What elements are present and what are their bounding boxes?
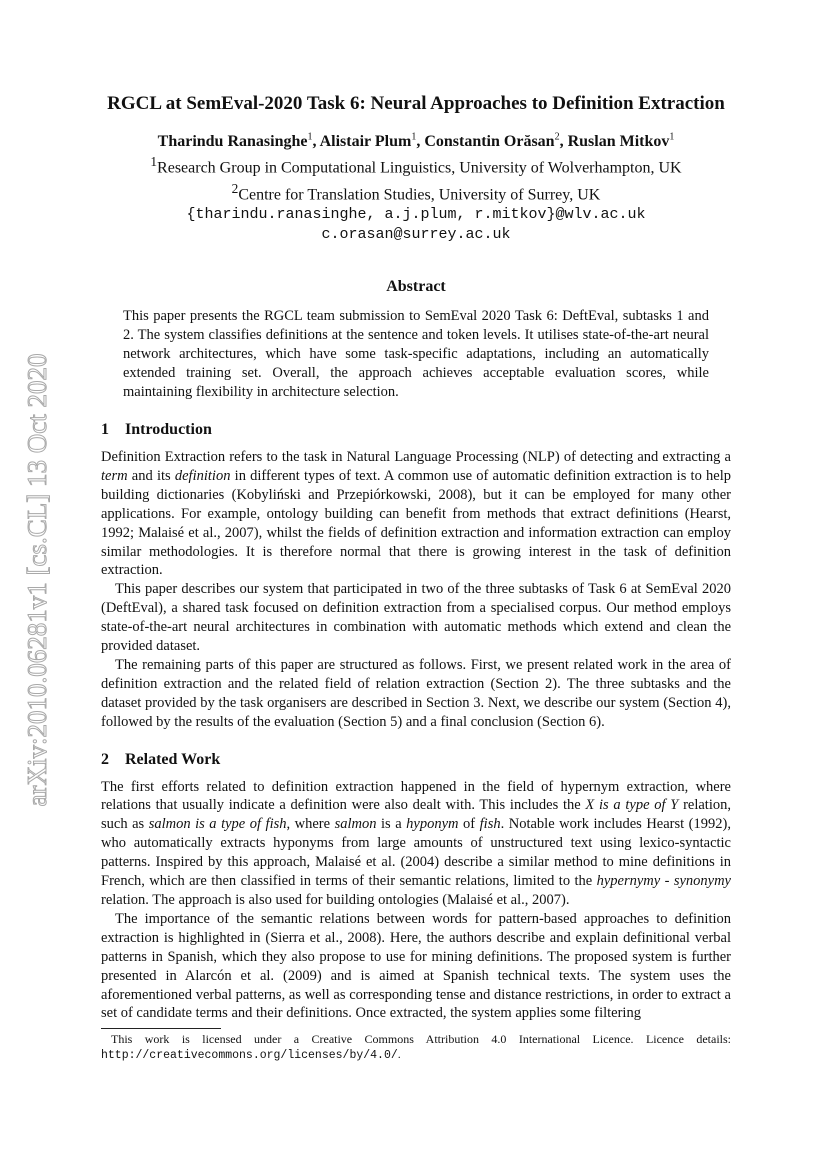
italic-term: salmon [334, 816, 377, 833]
italic-term: X is a type of Y [585, 797, 679, 814]
affiliation-text: Centre for Translation Studies, University of Surrey, UK [238, 185, 601, 203]
text-run: , where [286, 816, 335, 833]
abstract-text: This paper presents the RGCL team submission to SemEval 2020 Task 6: DeftEval, subtasks 1 and 2. The system classifies definitions at the sentence and token levels. It utilises state-of-the-art neural network architectures, which have some task-specific adaptations, including an automatically extended training set. Overall, the approach achieves acceptable evaluation scores, while maintaining flexibility in architecture selection. [123, 307, 709, 400]
italic-term: definition [174, 467, 231, 484]
intro-paragraph-1 [101, 448, 731, 580]
section-title: Introduction [125, 420, 212, 438]
text-run: . Notable work includes Hearst (1992), who automatically extracts hyponyms from large amounts of unstructured text using lexico-syntactic patterns. Inspired by this approach, Malaisé et al. (2004) describe a similar method to mine definitions in French, which are then classified in terms of their semantic relations, limited to the [101, 816, 731, 890]
section-heading-related-work [101, 750, 731, 770]
author-affil-mark: 1 [307, 132, 313, 143]
intro-paragraph-2: This paper describes our system that participated in two of the three subtasks of Task 6 at SemEval 2020 (DeftEval), a shared task focused on definition extraction from a specialised corpus. Our method employs state-of-the-art neural architectures in combination with automatic methods which extend and clean the provided dataset. [101, 581, 731, 655]
author-affil-mark: 2 [554, 132, 560, 143]
paper-title: RGCL at SemEval-2020 Task 6: Neural Approaches to Definition Extraction [107, 93, 725, 114]
text-run: relation, such as [101, 797, 731, 833]
affiliation-1 [101, 152, 731, 178]
affiliation-2 [101, 179, 731, 205]
author-affil-mark: 1 [669, 132, 675, 143]
author-name: Ruslan Mitkov [567, 133, 670, 151]
text-run: in different types of text. A common use of automatic definition extraction is to help building dictionaries (Kobyliński and Przepiórkowski, 2008), but it can be employed for many other applications. For example, ontology building can benefit from methods that extract definitions (Hearst, 1992; Malaisé et al., 2007), whilst the fields of definition extraction and information extraction can employ similar methodologies. It is therefore normal that there is growing interest in the task of definition extraction. [101, 467, 731, 579]
italic-term: hypernymy - synonymy [596, 873, 731, 890]
italic-term: term [101, 467, 128, 484]
footnote-end: . [397, 1047, 401, 1062]
text-run: The first efforts related to definition extraction happened in the field of hypernym extraction, where relations that usually indicate a definition were also dealt with. This includes the [101, 778, 731, 814]
affil-mark: 1 [150, 154, 158, 170]
author-affil-mark: 1 [411, 132, 417, 143]
license-link[interactable]: http://creativecommons.org/licenses/by/4.0/ [101, 1049, 398, 1063]
arxiv-identifier: arXiv:2010.06281v1 [cs.CL] 13 Oct 2020 [22, 353, 52, 807]
affil-mark: 2 [231, 180, 239, 196]
section-title: Related Work [125, 750, 221, 768]
italic-term: fish [479, 816, 501, 833]
intro-paragraph-3: The remaining parts of this paper are structured as follows. First, we present related work in the area of definition extraction and the related field of relation extraction (Section 2). The three subtasks and the dataset provided by the task organisers are described in Section 3. Next, we describe our system (Section 4), followed by the results of the evaluation (Section 5) and a final conclusion (Section 6). [101, 656, 731, 730]
arxiv-stamp [14, 300, 64, 860]
license-footnote [101, 1032, 731, 1063]
author-name: Constantin Orăsan [424, 133, 555, 151]
related-paragraph-2: The importance of the semantic relations between words for pattern-based approaches to definition extraction is highlighted in (Sierra et al., 2008). Here, the authors describe and explain definitional verbal patterns in Spanish, which they also propose to use for mining definitions. The proposed system is further presented in Alarcón et al. (2009) and is aimed at Spanish technical texts. The system uses the aforementioned verbal patterns, as well as corresponding tense and distance restrictions, in order to extract a set of candidate terms and their definitions. Once extracted, the system applies some filtering [101, 910, 731, 1022]
text-run: and its [127, 467, 175, 484]
text-run: of [458, 816, 480, 833]
author-name: Alistair Plum [319, 133, 412, 151]
footnote-text: This work is licensed under a Creative Commons Attribution 4.0 International Licence. Licence details: [111, 1032, 731, 1047]
text-run: is a [376, 816, 407, 833]
affiliation-text: Research Group in Computational Linguistics, University of Wolverhampton, UK [157, 159, 682, 177]
author-list: Tharindu Ranasinghe$^1$, Alistair Plum$^1$, Constantin Orăsan$^2$, Ruslan Mitkov$^1$ [157, 132, 675, 151]
footnote-divider [101, 1028, 221, 1029]
related-paragraph-1 [101, 778, 731, 910]
abstract-heading: Abstract [386, 277, 446, 295]
section-number: 2 [101, 750, 109, 768]
section-heading-introduction [101, 420, 731, 440]
paper-page [101, 92, 731, 1075]
italic-term: hyponym [406, 816, 459, 833]
email-line-2: c.orasan@surrey.ac.uk [321, 225, 511, 243]
author-name: Tharindu Ranasinghe [157, 133, 308, 151]
italic-term: salmon is a type of fish [148, 816, 287, 833]
text-run: relation. The approach is also used for building ontologies (Malaisé et al., 2007). [101, 892, 570, 909]
email-line-1: {tharindu.ranasinghe, a.j.plum, r.mitkov}@wlv.ac.uk [186, 205, 646, 223]
text-run: Definition Extraction refers to the task in Natural Language Processing (NLP) of detecting and extracting a [101, 448, 731, 465]
section-number: 1 [101, 420, 109, 438]
